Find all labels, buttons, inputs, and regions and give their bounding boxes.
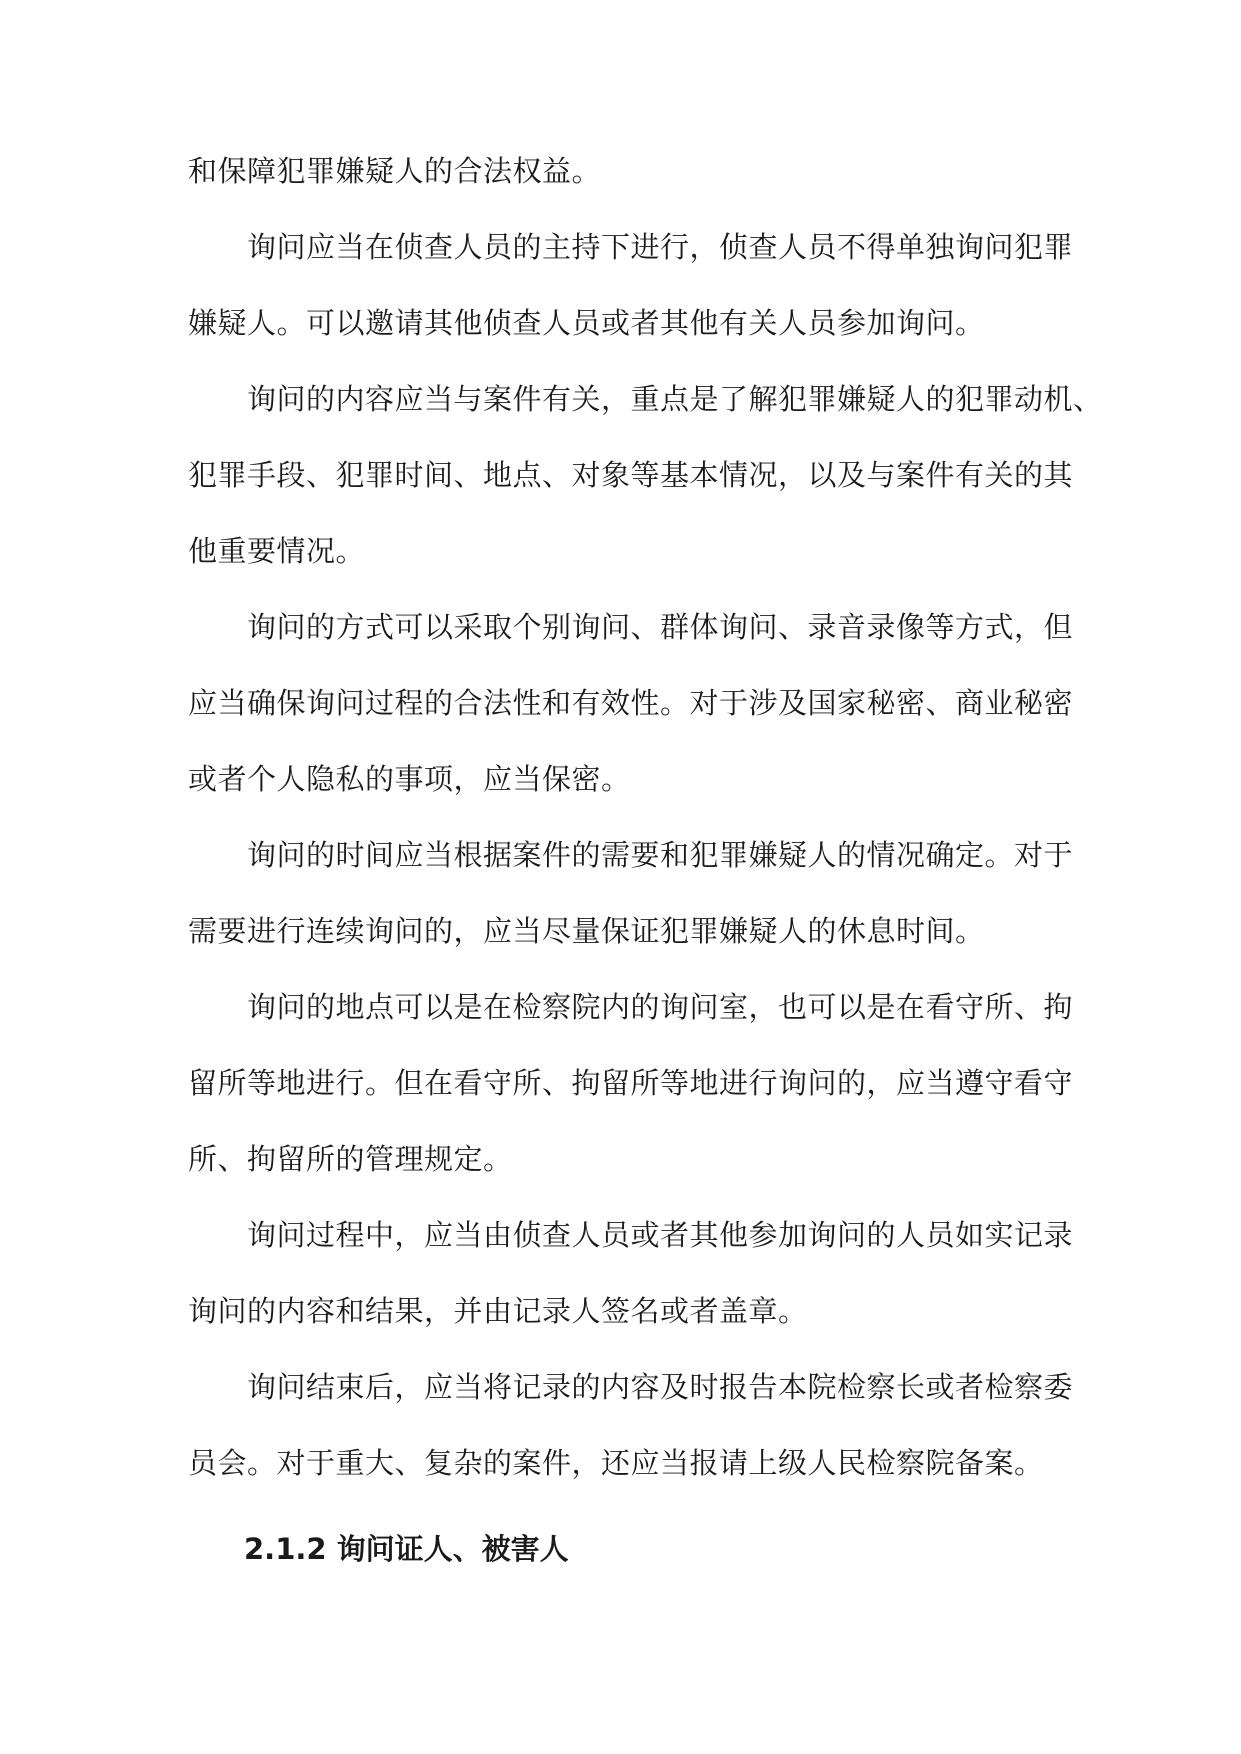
paragraph-line: 他重要情况。 — [188, 534, 366, 568]
paragraph-line: 应当确保询问过程的合法性和有效性。对于涉及国家秘密、商业秘密 — [188, 686, 1074, 720]
paragraph-line: 询问过程中，应当由侦查人员或者其他参加询问的人员如实记录 — [247, 1218, 1074, 1252]
paragraph-line: 询问的方式可以采取个别询问、群体询问、录音录像等方式，但 — [247, 610, 1074, 644]
paragraph-line: 询问的时间应当根据案件的需要和犯罪嫌疑人的情况确定。对于 — [247, 838, 1074, 872]
paragraph-line: 员会。对于重大、复杂的案件，还应当报请上级人民检察院备案。 — [188, 1446, 1044, 1480]
paragraph-line: 和保障犯罪嫌疑人的合法权益。 — [188, 154, 602, 188]
paragraph-line: 询问应当在侦查人员的主持下进行，侦查人员不得单独询问犯罪 — [247, 230, 1074, 264]
paragraph-line: 询问的内容应当与案件有关，重点是了解犯罪嫌疑人的犯罪动机、 — [247, 382, 1103, 416]
paragraph-line: 询问的内容和结果，并由记录人签名或者盖章。 — [188, 1294, 808, 1328]
paragraph-line: 询问结束后，应当将记录的内容及时报告本院检察长或者检察委 — [247, 1370, 1074, 1404]
paragraph-line: 或者个人隐私的事项，应当保密。 — [188, 762, 631, 796]
paragraph-line: 询问的地点可以是在检察院内的询问室，也可以是在看守所、拘 — [247, 990, 1074, 1024]
paragraph-line: 嫌疑人。可以邀请其他侦查人员或者其他有关人员参加询问。 — [188, 306, 985, 340]
paragraph-line: 所、拘留所的管理规定。 — [188, 1142, 513, 1176]
section-heading: 2.1.2 询问证人、被害人 — [244, 1532, 569, 1566]
paragraph-line: 需要进行连续询问的，应当尽量保证犯罪嫌疑人的休息时间。 — [188, 914, 985, 948]
paragraph-line: 犯罪手段、犯罪时间、地点、对象等基本情况，以及与案件有关的其 — [188, 458, 1074, 492]
paragraph-line: 留所等地进行。但在看守所、拘留所等地进行询问的，应当遵守看守 — [188, 1066, 1074, 1100]
